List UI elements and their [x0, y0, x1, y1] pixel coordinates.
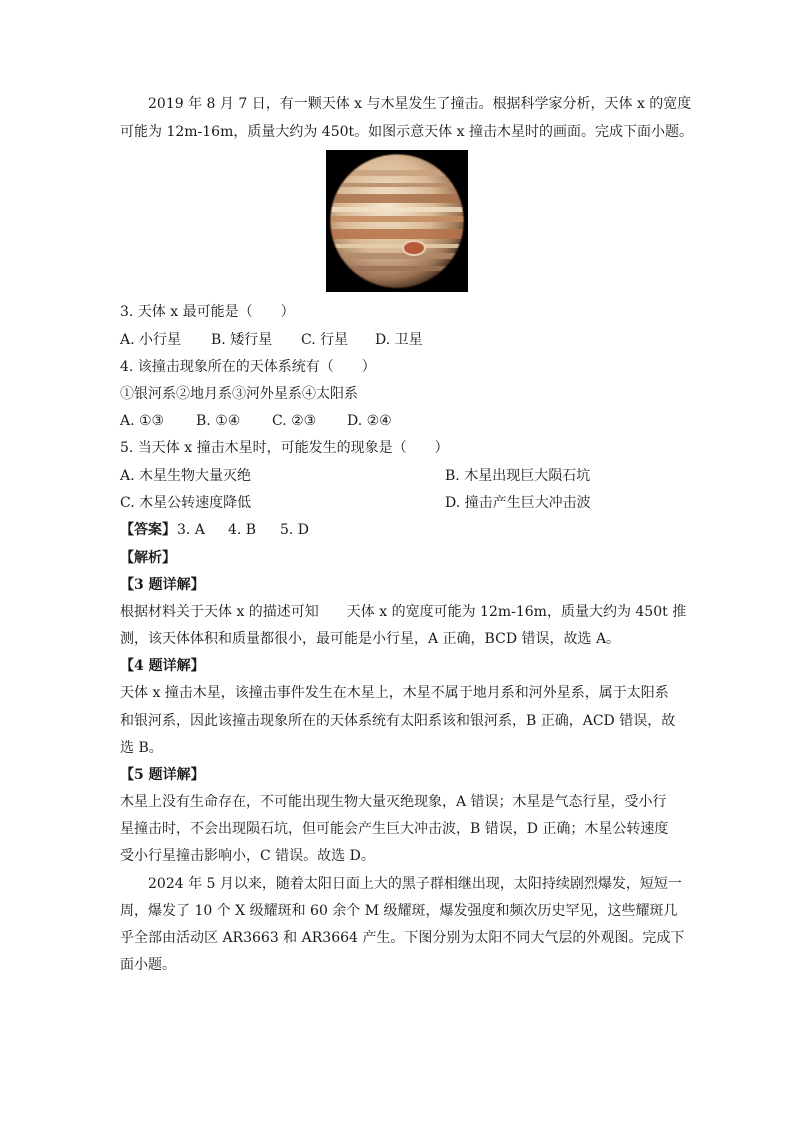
answer-3: 3. A: [177, 522, 205, 538]
d4-line-2: 和银河系，因此该撞击现象所在的天体系统有太阳系该和银河系，B 正确，ACD 错误，故: [120, 713, 676, 729]
intro-line-2: 可能为 12m-16m，质量大约为 450t。如图示意天体 x 撞击木星时的画面。完成下面小题。: [120, 124, 693, 140]
next-para-line-4: 面小题。: [120, 957, 176, 973]
d4-heading: 【4 题详解】: [120, 658, 205, 674]
next-para-line-2: 周，爆发了 10 个 X 级耀斑和 60 余个 M 级耀斑，爆发强度和频次历史罕见，这些耀斑几: [120, 903, 678, 919]
q3-option-a: A. 小行星: [120, 332, 182, 348]
d4-line-3: 选 B。: [120, 740, 163, 756]
d5-line-1: 木星上没有生命存在，不可能出现生物大量灭绝现象，A 错误；木星是气态行星，受小行: [120, 794, 667, 810]
q4-option-b: B. ①④: [196, 413, 241, 429]
q4-sub: ①银河系②地月系③河外星系④太阳系: [120, 386, 358, 402]
q4-option-c: C. ②③: [272, 413, 317, 429]
jupiter-image: [326, 150, 468, 292]
q5-stem: 5. 当天体 x 撞击木星时，可能发生的现象是（ ）: [120, 440, 449, 456]
answer-label: 【答案】: [120, 522, 176, 538]
intro-line-1: 2019 年 8 月 7 日，有一颗天体 x 与木星发生了撞击。根据科学家分析，天体 x 的宽度: [148, 96, 692, 112]
d5-line-2: 星撞击时，不会出现陨石坑，但可能会产生巨大冲击波，B 错误，D 正确；木星公转速度: [120, 821, 669, 837]
q4-option-a: A. ①③: [120, 413, 165, 429]
analysis-label: 【解析】: [120, 550, 176, 566]
jupiter-illustration: [326, 150, 468, 292]
d5-heading: 【5 题详解】: [120, 767, 205, 783]
q5-option-d: D. 撞击产生巨大冲击波: [445, 495, 591, 511]
answer-5: 5. D: [280, 522, 310, 538]
q4-option-d: D. ②④: [347, 413, 392, 429]
q5-option-b: B. 木星出现巨大陨石坑: [445, 468, 591, 484]
next-para-line-1: 2024 年 5 月以来，随着太阳日面上大的黑子群相继出现，太阳持续剧烈爆发，短短一: [148, 876, 682, 892]
q5-option-c: C. 木星公转速度降低: [120, 495, 252, 511]
q3-option-d: D. 卫星: [375, 332, 423, 348]
q3-stem: 3. 天体 x 最可能是（ ）: [120, 304, 295, 320]
q5-option-a: A. 木星生物大量灭绝: [120, 468, 252, 484]
next-para-line-3: 乎全部由活动区 AR3663 和 AR3664 产生。下图分别为太阳不同大气层的外观图。完成下: [120, 930, 685, 946]
answer-4: 4. B: [228, 522, 257, 538]
d4-line-1: 天体 x 撞击木星，该撞击事件发生在木星上，木星不属于地月系和河外星系，属于太阳系: [120, 685, 669, 701]
q3-option-c: C. 行星: [301, 332, 349, 348]
d5-line-3: 受小行星撞击影响小，C 错误。故选 D。: [120, 848, 375, 864]
d3-line-1: 根据材料关于天体 x 的描述可知 天体 x 的宽度可能为 12m-16m，质量大约为 450t 推: [120, 604, 687, 620]
d3-heading: 【3 题详解】: [120, 577, 205, 593]
d3-line-2: 测，该天体体积和质量都很小，最可能是小行星，A 正确，BCD 错误，故选 A。: [120, 631, 621, 647]
q4-stem: 4. 该撞击现象所在的天体系统有（ ）: [120, 359, 376, 375]
q3-option-b: B. 矮行星: [211, 332, 273, 348]
